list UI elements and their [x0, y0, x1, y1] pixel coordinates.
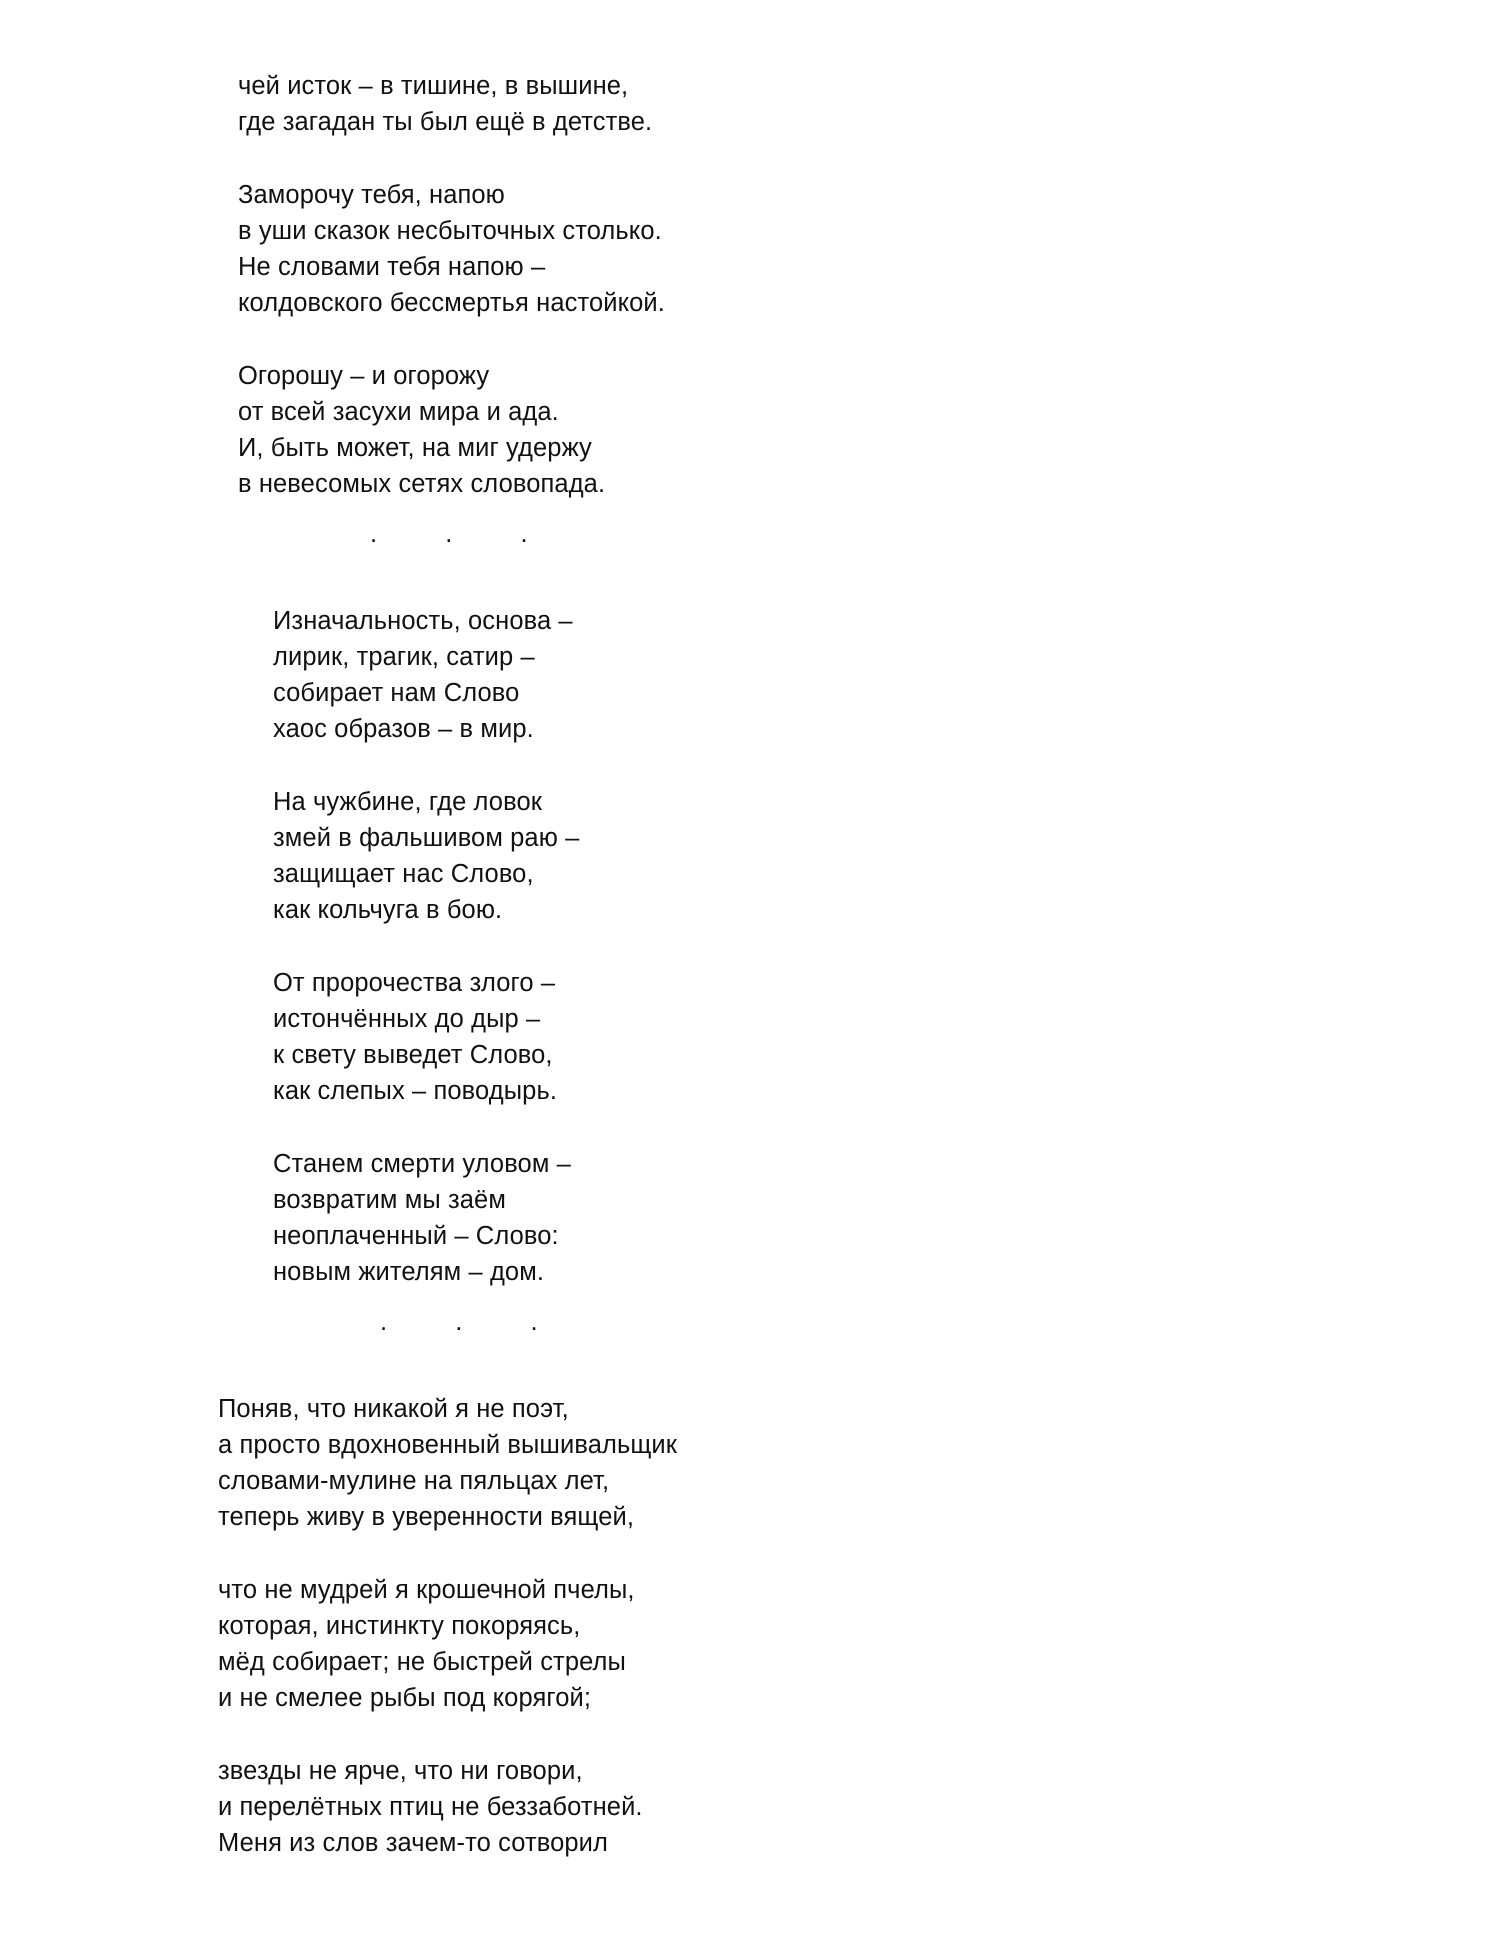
stanza-10	[0, 1753, 1496, 1862]
separator-2: . . .	[380, 1308, 556, 1337]
poem-line: чей исток – в тишине, в вышине,	[238, 72, 629, 100]
stanza-gap	[0, 928, 1496, 964]
poem-line: колдовского бессмертья настойкой.	[238, 289, 665, 318]
stanza-gap	[0, 1109, 1496, 1145]
poem-line: Меня из слов зачем-то сотворил	[218, 1829, 608, 1858]
poem-line: новым жителям – дом.	[273, 1258, 545, 1287]
poem-line: Огорошу – и огорожу	[238, 361, 490, 390]
poem-line: змей в фальшивом раю –	[273, 823, 580, 852]
separator-1: . . .	[370, 520, 546, 549]
poem-line: возвратим мы заём	[273, 1185, 506, 1214]
poem-line: Заморочу тебя, напою	[238, 180, 505, 209]
stanza-gap	[0, 1535, 1496, 1571]
poem-line: собирает нам Слово	[273, 679, 520, 708]
poem-line: где загадан ты был ещё в детстве.	[238, 108, 653, 137]
poem-line: На чужбине, где ловок	[273, 787, 542, 816]
separator-gap-bottom	[0, 1341, 1496, 1355]
poem-line: Изначальность, основа –	[273, 606, 573, 635]
poem-line: И, быть может, на миг удержу	[238, 434, 592, 462]
stanza-gap	[0, 140, 1496, 176]
poem-line: словами-мулине на пяльцах лет,	[218, 1467, 610, 1496]
poem-line: защищает нас Слово,	[273, 860, 534, 889]
poem-line: Не словами тебя напою –	[238, 253, 546, 281]
stanza-9	[0, 1572, 1496, 1717]
poem-line: мёд собирает; не быстрей стрелы	[218, 1648, 626, 1677]
stanza-4	[0, 603, 1496, 748]
separator-gap-bottom	[0, 553, 1496, 567]
separator-gap-top	[0, 502, 1496, 516]
stanza-8	[0, 1391, 1496, 1536]
poem-line: в невесомых сетях словопада.	[238, 470, 606, 499]
poem-line: как слепых – поводырь.	[273, 1077, 558, 1106]
poem-line: хаос образов – в мир.	[273, 715, 534, 744]
poem-line: неоплаченный – Слово:	[273, 1222, 559, 1251]
stanza-5	[0, 784, 1496, 929]
stanza-7	[0, 1146, 1496, 1291]
stanza-gap	[0, 747, 1496, 783]
stanza-6	[0, 965, 1496, 1110]
section-middle	[0, 603, 1496, 1291]
poem-line: в уши сказок несбыточных столько.	[238, 216, 662, 245]
poem-line: и перелётных птиц не беззаботней.	[218, 1792, 643, 1821]
poem-line: которая, инстинкту покоряясь,	[218, 1611, 581, 1640]
poem-line: а просто вдохновенный вышивальщик	[218, 1430, 678, 1459]
stanza-3	[0, 358, 1496, 503]
poem-line: к свету выведет Слово,	[273, 1041, 553, 1070]
poem-line: лирик, трагик, сатир –	[273, 642, 535, 671]
poem-line: теперь живу в уверенности вящей,	[218, 1503, 635, 1532]
stanza-gap	[0, 1716, 1496, 1752]
poem-line: Станем смерти уловом –	[273, 1149, 571, 1178]
poem-line: истончённых до дыр –	[273, 1004, 541, 1033]
poem-line: От пророчества злого –	[273, 968, 556, 997]
top-margin-spacer	[0, 0, 1496, 68]
stanza-1	[0, 68, 1496, 140]
poem-line: звезды не ярче, что ни говори,	[218, 1756, 583, 1785]
poem-line: и не смелее рыбы под корягой;	[218, 1684, 592, 1713]
section-opening	[0, 68, 1496, 502]
section-gap	[0, 1355, 1496, 1391]
poem-line: от всей засухи мира и ада.	[238, 397, 559, 426]
section-gap	[0, 567, 1496, 603]
poem-line: что не мудрей я крошечной пчелы,	[218, 1575, 635, 1604]
stanza-2	[0, 177, 1496, 322]
stanza-gap	[0, 321, 1496, 357]
poem-line: Поняв, что никакой я не поэт,	[218, 1394, 569, 1423]
poem-line: как кольчуга в бою.	[273, 896, 503, 925]
section-closing	[0, 1391, 1496, 1862]
separator-gap-top	[0, 1290, 1496, 1304]
